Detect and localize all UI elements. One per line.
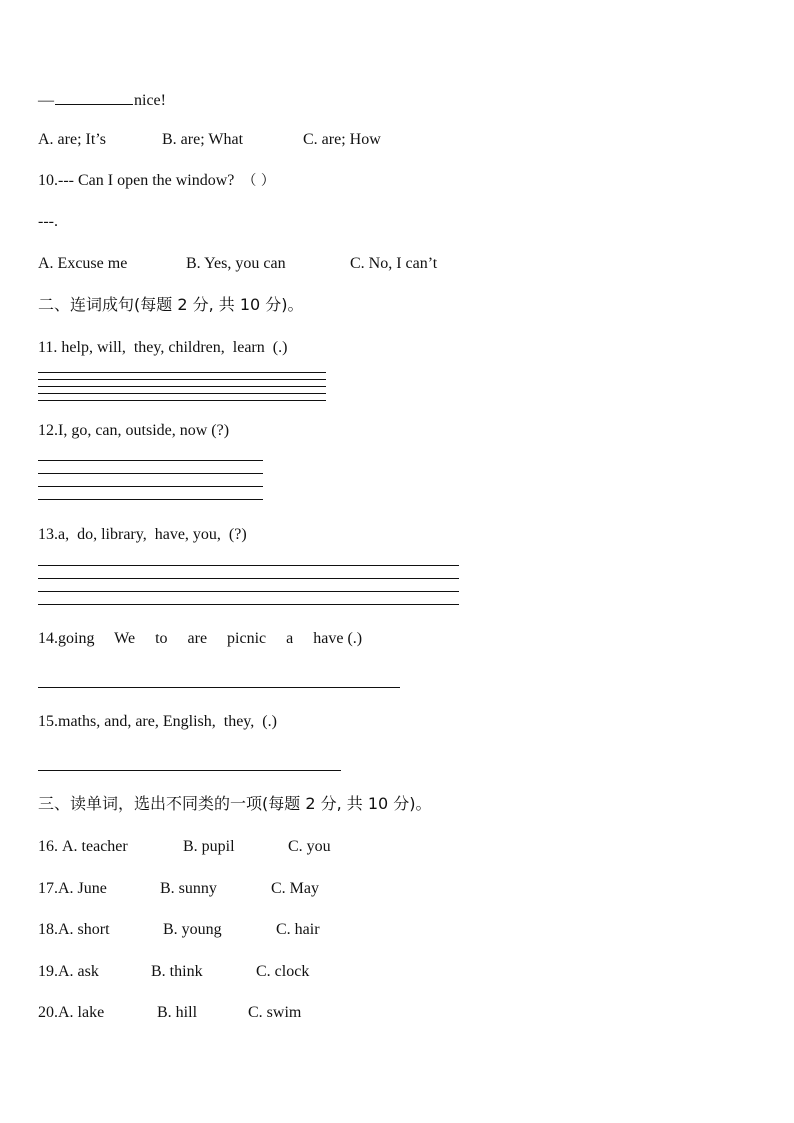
option-a[interactable]: A. ask — [58, 963, 99, 980]
writing-line[interactable] — [38, 386, 326, 387]
writing-line[interactable] — [38, 591, 459, 592]
q12-prompt: 12.I, go, can, outside, now (?) — [38, 422, 230, 439]
writing-line[interactable] — [38, 372, 326, 373]
answer-blank[interactable] — [55, 88, 133, 105]
option-c[interactable]: C. swim — [248, 1004, 302, 1021]
option-c[interactable]: C. hair — [276, 921, 320, 938]
dash: — — [38, 92, 54, 109]
q10-options — [38, 254, 437, 274]
answer-paren[interactable]: （ ） — [242, 173, 275, 189]
q17 — [38, 879, 319, 899]
q10-answer-line: ---. — [38, 213, 58, 230]
option-b[interactable]: B. sunny — [160, 880, 217, 897]
option-a[interactable]: A. lake — [58, 1004, 105, 1021]
option-a[interactable]: A. teacher — [62, 838, 128, 855]
q9-tail: nice! — [134, 92, 166, 109]
q20 — [38, 1003, 301, 1023]
option-b[interactable]: B. hill — [157, 1004, 198, 1021]
section-2-title: 二、连词成句(每题 2 分, 共 10 分)。 — [38, 295, 304, 314]
writing-line[interactable] — [38, 460, 263, 461]
option-c[interactable]: C. are; How — [303, 131, 381, 148]
option-a[interactable]: A. June — [58, 880, 107, 897]
q18 — [38, 920, 320, 940]
writing-line[interactable] — [38, 604, 459, 605]
option-c[interactable]: C. you — [288, 838, 331, 855]
option-a[interactable]: A. short — [58, 921, 110, 938]
q10-question — [38, 171, 275, 191]
writing-line[interactable] — [38, 379, 326, 380]
writing-line[interactable] — [38, 473, 263, 474]
writing-line[interactable] — [38, 687, 400, 688]
writing-line[interactable] — [38, 499, 263, 500]
q11-prompt: 11. help, will, they, children, learn (.) — [38, 339, 288, 356]
question-number: 20. — [38, 1004, 58, 1021]
question-number: 19. — [38, 963, 58, 980]
option-b[interactable]: B. are; What — [162, 131, 244, 148]
option-a[interactable]: A. Excuse me — [38, 255, 128, 272]
option-b[interactable]: B. think — [151, 963, 203, 980]
writing-line[interactable] — [38, 400, 326, 401]
writing-line[interactable] — [38, 393, 326, 394]
option-c[interactable]: C. clock — [256, 963, 310, 980]
writing-line[interactable] — [38, 486, 263, 487]
question-text: --- Can I open the window? — [58, 172, 235, 189]
option-c[interactable]: C. No, I can’t — [350, 255, 438, 272]
question-number: 16. — [38, 838, 58, 855]
writing-line[interactable] — [38, 565, 459, 566]
writing-line[interactable] — [38, 578, 459, 579]
question-number: 18. — [38, 921, 58, 938]
q13-prompt: 13.a, do, library, have, you, (?) — [38, 526, 247, 543]
option-b[interactable]: B. pupil — [183, 838, 235, 855]
question-number: 10. — [38, 172, 58, 189]
option-b[interactable]: B. Yes, you can — [186, 255, 286, 272]
q14-prompt: 14.going We to are picnic a have (.) — [38, 630, 363, 647]
q15-prompt: 15.maths, and, are, English, they, (.) — [38, 713, 277, 730]
option-c[interactable]: C. May — [271, 880, 319, 897]
option-b[interactable]: B. young — [163, 921, 222, 938]
question-number: 17. — [38, 880, 58, 897]
q9-options — [38, 130, 381, 150]
writing-line[interactable] — [38, 770, 341, 771]
q9-answer-line — [38, 88, 166, 111]
q19 — [38, 962, 309, 982]
option-a[interactable]: A. are; It’s — [38, 131, 106, 148]
q16 — [38, 837, 331, 857]
section-3-title: 三、读单词，选出不同类的一项(每题 2 分, 共 10 分)。 — [38, 794, 432, 813]
